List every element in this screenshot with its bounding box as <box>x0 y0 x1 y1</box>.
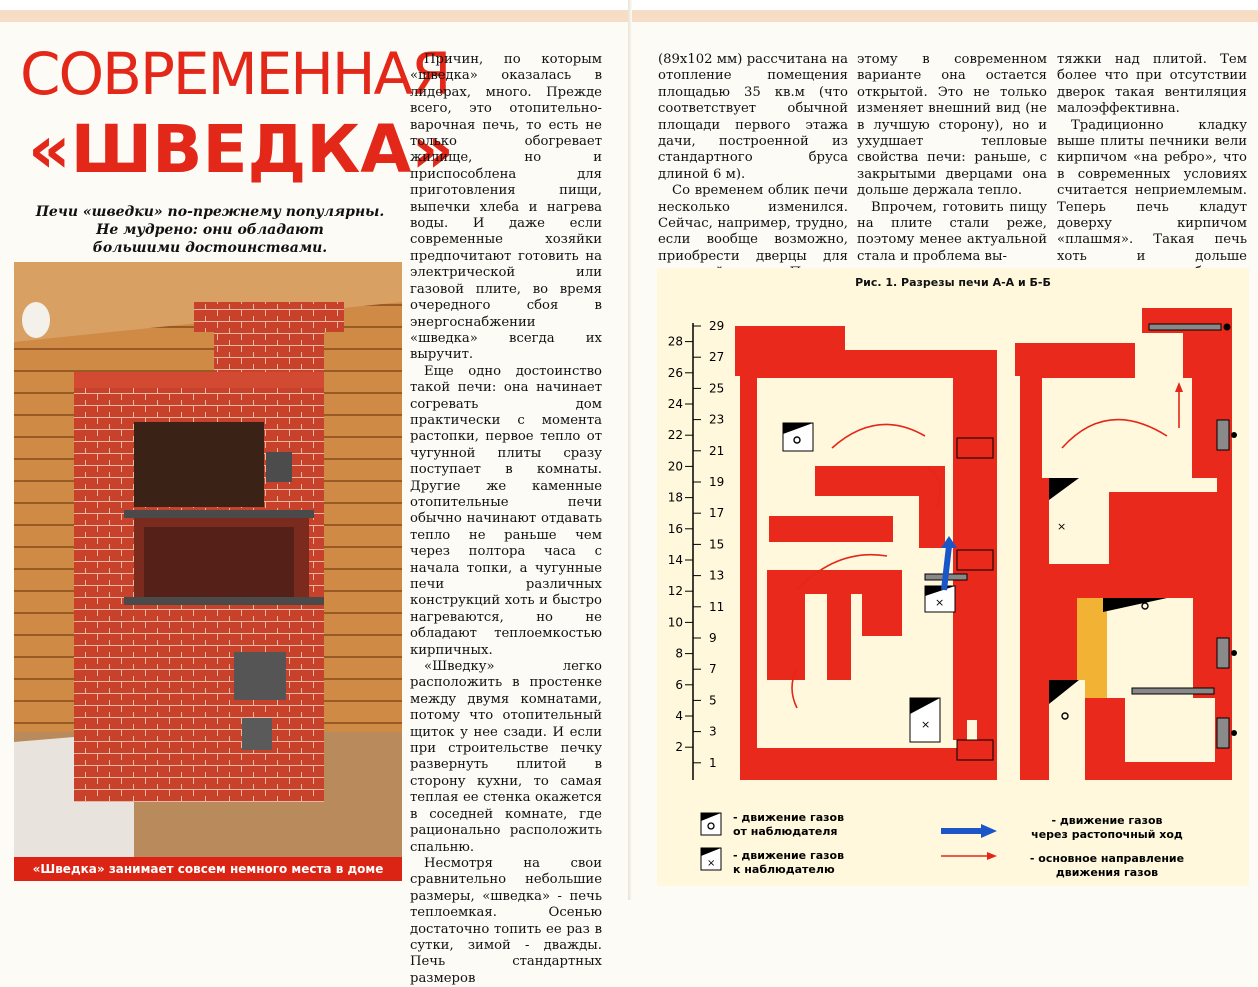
paragraph: тяжки над плитой. Тем более что при отсутствии дверок такая вентиляция малоэффективна. <box>1057 52 1247 117</box>
legend-main-line1: - основное направление <box>1029 852 1185 865</box>
scale-label-right: 23 <box>709 412 725 427</box>
stove-photo-illustration <box>14 262 402 858</box>
scale-label-left: 2 <box>675 740 683 755</box>
text-column-2 <box>658 52 848 282</box>
stove-photo <box>14 262 402 858</box>
paragraph: Причин, по которым «шведка» оказалась в лидерах, много. Прежде всего, это отопительно-варочная печь, то есть не только обогревает жилище, но и приспособлена для приготовления пищи, выпечки хлеба и нагрева воды. И даже если современные хозяйки предпочитают готовить на электрической или газовой плите, во время очередного сбоя в энергоснабжении «шведка» всегда их выручит. <box>410 52 602 363</box>
scale-left-labels <box>668 335 683 755</box>
scale-label-left: 24 <box>667 397 683 411</box>
scale-label-right: 17 <box>709 506 725 521</box>
svg-text:×: × <box>921 718 931 731</box>
legend-to-observer-line2: к наблюдателю <box>733 863 835 876</box>
scale-label-right: 21 <box>709 443 725 458</box>
legend-through-line1: - движение газов <box>1051 814 1163 827</box>
scale-label-left: 12 <box>667 584 683 599</box>
section-b-b <box>1015 308 1237 780</box>
svg-text:×: × <box>707 858 716 869</box>
svg-text:×: × <box>1057 520 1067 533</box>
section-a-a <box>735 326 997 780</box>
figure-legend <box>701 811 1184 879</box>
text-column-4 <box>1057 52 1247 282</box>
paragraph: Несмотря на свои сравнительно небольшие размеры, «шведка» - печь теплоемкая. Осенью достаточно топить ее раз в сутки, зимой - дважды. Печь стандартных размеров <box>410 855 602 986</box>
text-column-3 <box>857 52 1047 265</box>
scale-label-left: 22 <box>667 428 683 443</box>
lead-line3: большими достоинствами. <box>92 240 328 256</box>
paragraph: «Шведку» легко расположить в простенке между двумя комнатами, потому что отопительный щиток у нее сзади. И если при строительстве печку развернуть плитой в сторону кухни, то самая теплая ее стенка окажется в соседней комнате, где рационально расположить спальню. <box>410 659 602 855</box>
scale-label-right: 5 <box>709 693 717 708</box>
svg-text:×: × <box>935 596 945 609</box>
scale-right-labels <box>709 319 724 770</box>
scale-label-right: 11 <box>709 599 725 614</box>
scale-label-right: 3 <box>709 724 717 739</box>
scale-label-right: 9 <box>709 631 717 645</box>
scale-label-right: 19 <box>709 475 725 489</box>
figure-title: Рис. 1. Разрезы печи А-А и Б-Б <box>855 276 1051 289</box>
paragraph: Впрочем, готовить пищу на плите стали реже, поэтому менее актуальной стала и проблема вы- <box>857 199 1047 264</box>
paragraph: (89х102 мм) рассчитана на отопление помещения площадью 35 кв.м (что соответствует обычной площади первого этажа дачи, построенной из стандартного бруса длиной 6 м). <box>658 52 848 182</box>
legend-from-observer-line1: - движение газов <box>733 811 845 824</box>
scale-label-left: 8 <box>675 646 683 661</box>
scale-label-right: 25 <box>709 381 725 396</box>
scale-label-left: 18 <box>667 490 683 505</box>
legend-from-observer-line2: от наблюдателя <box>733 825 838 838</box>
scale-label-left: 28 <box>667 334 683 349</box>
text-column-1 <box>410 52 602 987</box>
lead-paragraph <box>30 203 390 257</box>
stove-section-diagram <box>657 268 1249 886</box>
scale-label-right: 15 <box>709 537 725 552</box>
scale-label-right: 27 <box>709 350 725 365</box>
lead-line1: Печи «шведки» по-прежнему популярны. <box>35 204 385 220</box>
scale-label-left: 10 <box>667 615 683 630</box>
paragraph: Еще одно достоинство такой печи: она начинает согревать дом практически с момента растопки, первое тепло от чугунной плиты сразу поступает в комнаты. Другие же каменные отопительные печи обычно начинают отдавать тепло не раньше чем через полтора часа с начала топки, а чугунные печи различных конструкций хоть и быстро нагреваются, но не обладают теплоемкостью кирпичных. <box>410 363 602 658</box>
photo-caption: «Шведка» занимает совсем немного места в доме <box>14 857 402 881</box>
lead-line2: Не мудрено: они обладают <box>96 222 324 238</box>
paragraph: Со временем облик печи несколько изменился. Сейчас, например, трудно, если вообще возможно, приобрести дверцы для <box>658 183 848 264</box>
scale-label-right: 1 <box>709 755 717 770</box>
scale-label-left: 6 <box>675 677 683 692</box>
scale-label-right: 13 <box>709 568 725 583</box>
legend-main-line2: движения газов <box>1055 866 1159 879</box>
scale-label-left: 14 <box>667 553 683 567</box>
scale-label-left: 16 <box>667 521 683 536</box>
legend-to-observer-line1: - движение газов <box>733 849 845 862</box>
paragraph: этому в современном варианте она остается открытой. Это не только изменяет внешний вид (не в лучшую сторону), но и ухудшает тепловые свойства печи: раньше, с закрытыми дверцами она дольше держала тепло. <box>857 52 1047 199</box>
scale-label-right: 29 <box>709 319 725 333</box>
scale-label-left: 20 <box>667 459 683 474</box>
paragraph: Традиционно кладку выше плиты печники вели кирпичом «на ребро», что в современных условиях считается неприемлемым. Теперь печь кладут доверху кирпичом «плашмя». Такая печь хоть и дольше <box>1057 117 1247 264</box>
article-title-line1: СОВРЕМЕННАЯ <box>20 40 450 108</box>
scale-label-left: 26 <box>667 365 683 380</box>
scale-label-left: 4 <box>675 709 683 723</box>
article-title-line2: «ШВЕДКА» <box>28 111 455 188</box>
legend-through-line2: через растопочный ход <box>1031 828 1183 841</box>
scale-label-right: 7 <box>709 662 717 677</box>
page-fold <box>628 0 632 900</box>
